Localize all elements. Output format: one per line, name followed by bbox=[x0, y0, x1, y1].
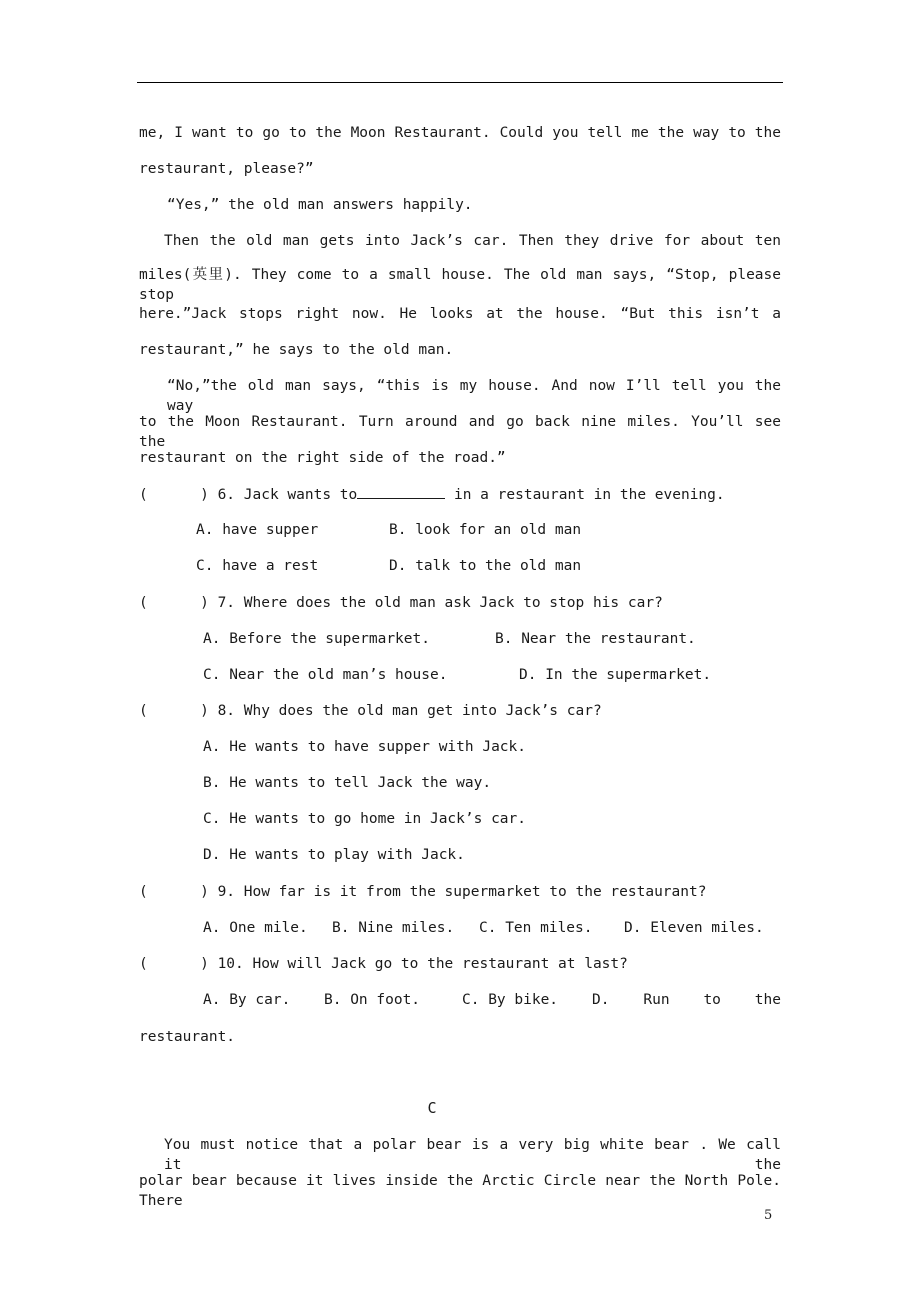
option: B. He wants to tell Jack the way. bbox=[203, 775, 492, 791]
answer-paren[interactable]: ( ) bbox=[139, 703, 209, 719]
page-number: 5 bbox=[764, 1208, 773, 1223]
option: A. By car. bbox=[203, 992, 291, 1008]
option: D. Eleven miles. bbox=[624, 920, 764, 936]
passage-line: You must notice that a polar bear is a very big white bear . We call it the bbox=[164, 1137, 781, 1173]
passage-line: here.”Jack stops right now. He looks at the house. “But this isn’t a bbox=[139, 306, 781, 322]
option: A. Before the supermarket. bbox=[203, 631, 430, 647]
option: C. have a rest bbox=[196, 558, 319, 574]
option: D. talk to the old man bbox=[389, 558, 582, 574]
option: C. He wants to go home in Jack’s car. bbox=[203, 811, 527, 827]
passage-line: restaurant, please?” bbox=[139, 161, 314, 177]
option: B. Near the restaurant. bbox=[495, 631, 696, 647]
answer-paren[interactable]: ( ) bbox=[139, 487, 209, 503]
passage-line: restaurant,” he says to the old man. bbox=[139, 342, 454, 358]
question-7: ( ) 7. Where does the old man ask Jack to stop his car? bbox=[139, 595, 663, 611]
option: C. Ten miles. bbox=[479, 920, 593, 936]
answer-blank[interactable] bbox=[357, 484, 445, 499]
passage-line: restaurant on the right side of the road.” bbox=[139, 450, 506, 466]
option: A. have supper bbox=[196, 522, 319, 538]
option: B. look for an old man bbox=[389, 522, 582, 538]
answer-paren[interactable]: ( ) bbox=[139, 884, 209, 900]
option: C. By bike. bbox=[462, 992, 559, 1008]
passage-line: “Yes,” the old man answers happily. bbox=[167, 197, 473, 213]
option: D. In the supermarket. bbox=[519, 667, 712, 683]
answer-paren[interactable]: ( ) bbox=[139, 956, 209, 972]
option: A. He wants to have supper with Jack. bbox=[203, 739, 527, 755]
question-9: ( ) 9. How far is it from the supermarket to the restaurant? bbox=[139, 884, 707, 900]
passage-line: polar bear because it lives inside the Arctic Circle near the North Pole. There bbox=[139, 1173, 781, 1209]
passage-line: Then the old man gets into Jack’s car. Then they drive for about ten bbox=[164, 233, 781, 249]
option: B. On foot. bbox=[324, 992, 421, 1008]
answer-paren[interactable]: ( ) bbox=[139, 595, 209, 611]
option: D. Run to the bbox=[592, 992, 781, 1008]
passage-line: me, I want to go to the Moon Restaurant. Could you tell me the way to the bbox=[139, 125, 781, 141]
section-heading: C bbox=[427, 1099, 437, 1117]
question-10: ( ) 10. How will Jack go to the restaurant at last? bbox=[139, 956, 628, 972]
passage-line: to the Moon Restaurant. Turn around and go back nine miles. You’ll see the bbox=[139, 414, 781, 450]
option: D. He wants to play with Jack. bbox=[203, 847, 465, 863]
option: A. One mile. bbox=[203, 920, 308, 936]
option-continuation: restaurant. bbox=[139, 1029, 236, 1045]
option: B. Nine miles. bbox=[332, 920, 455, 936]
question-8: ( ) 8. Why does the old man get into Jack’s car? bbox=[139, 703, 602, 719]
passage-line: “No,”the old man says, “this is my house. And now I’ll tell you the way bbox=[167, 378, 781, 414]
question-6: ( ) 6. Jack wants to in a restaurant in the evening. bbox=[139, 484, 781, 505]
passage-line: miles(英里). They come to a small house. The old man says, “Stop, please stop bbox=[139, 267, 781, 303]
option: C. Near the old man’s house. bbox=[203, 667, 448, 683]
header-rule bbox=[137, 82, 783, 83]
